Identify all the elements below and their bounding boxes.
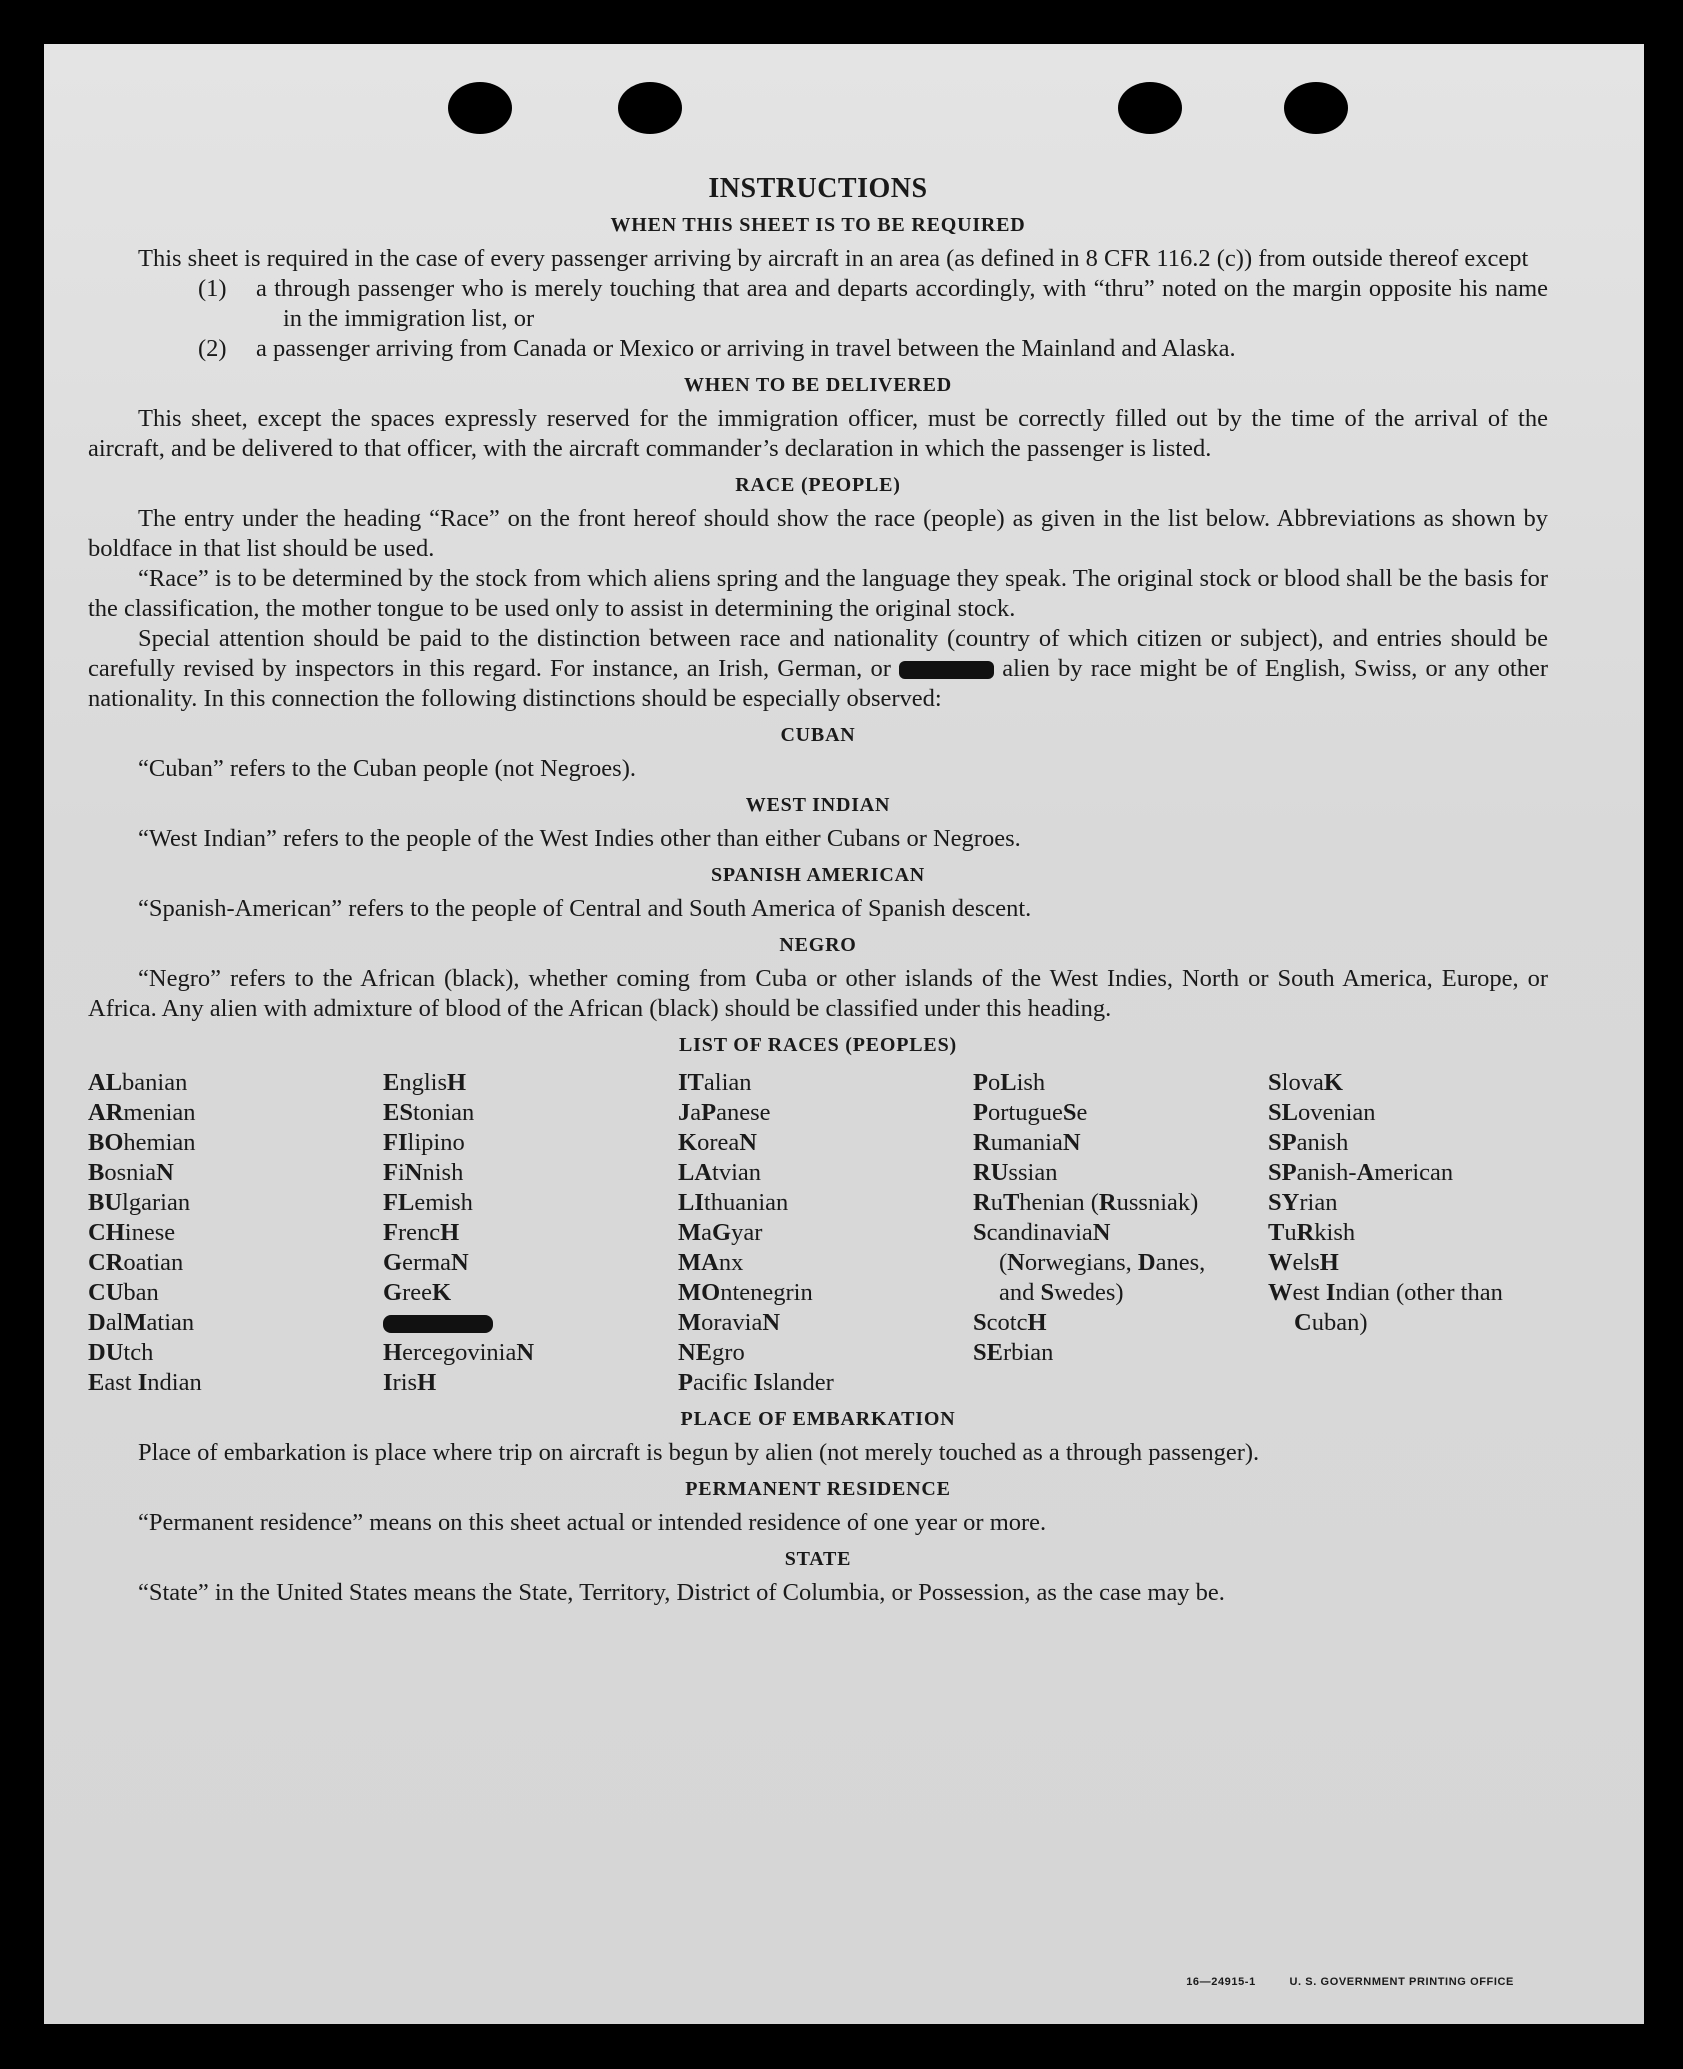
race-entry: SPanish: [1268, 1129, 1349, 1156]
race-entry: RuThenian (Russniak): [973, 1189, 1199, 1216]
race-entry: ITalian: [678, 1069, 752, 1096]
race-entry: BUlgarian: [88, 1189, 191, 1216]
race-entry: East Indian: [88, 1369, 202, 1396]
race-entry: MoraviaN: [678, 1309, 781, 1336]
race-entry: Pacific Islander: [678, 1369, 834, 1396]
race-entry: LIthuanian: [678, 1189, 789, 1216]
race-column: [88, 1068, 358, 1398]
race-entry: BOhemian: [88, 1129, 196, 1156]
residence-text: “Permanent residence” means on this sheet actual or intended residence of one year or more.: [138, 1509, 1047, 1536]
race-entry: ARmenian: [88, 1099, 196, 1126]
race-entry: GermaN: [383, 1249, 469, 1276]
race-entry: SLovenian: [1268, 1099, 1376, 1126]
race-entry: West Indian (other than Cuban): [1268, 1279, 1503, 1336]
heading-negro: NEGRO: [779, 934, 857, 956]
race-entry: PortugueSe: [973, 1099, 1088, 1126]
race-entry: SlovaK: [1268, 1069, 1343, 1096]
race-entry: FiNnish: [383, 1159, 464, 1186]
west-indian-text: “West Indian” refers to the people of the West Indies other than either Cubans or Negroes.: [138, 825, 1021, 852]
race-entry: KoreaN: [678, 1129, 757, 1156]
document-page: [44, 44, 1644, 2024]
negro-text: “Negro” refers to the African (black), whether coming from Cuba or other islands of the West Indies, North or South America, Europe, or Africa. Any alien with admixture of blood of the African (black) should be classified under this heading.: [88, 965, 1548, 1022]
heading-permanent-residence: PERMANENT RESIDENCE: [685, 1478, 951, 1500]
race-paragraph-3: Special attention should be paid to the distinction between race and nationality (country of which citizen or subject), and entries should be carefully revised by inspectors in this regard. For instance, an Irish, German, or alien by race might be of English, Swiss, or any other nationality. In this connection the following distinctions should be especially observed:: [88, 625, 1549, 712]
race-entry: IrisH: [383, 1369, 437, 1396]
race-list: [88, 1068, 1548, 1398]
race-entry: FLemish: [383, 1189, 473, 1216]
race-entry: BosniaN: [88, 1159, 174, 1186]
race-entry: RumaniaN: [973, 1129, 1081, 1156]
race-entry: CHinese: [88, 1219, 176, 1246]
race-entry: HercegoviniaN: [383, 1339, 535, 1366]
punch-hole: [618, 82, 682, 134]
heading-cuban: CUBAN: [780, 724, 856, 746]
race-entry: TuRkish: [1268, 1219, 1356, 1246]
race-entry: ScotcH: [973, 1309, 1047, 1336]
state-text: “State” in the United States means the State, Territory, District of Columbia, or Possession, as the case may be.: [138, 1579, 1225, 1606]
race-entry: [383, 1308, 653, 1338]
form-number: 16—24915-1: [1186, 1976, 1256, 1988]
embarkation-text: Place of embarkation is place where trip on aircraft is begun by alien (not merely touched as a through passenger).: [138, 1439, 1260, 1466]
race-entry: PoLish: [973, 1069, 1046, 1096]
punch-hole: [1118, 82, 1182, 134]
race-entry: CUban: [88, 1279, 159, 1306]
race-entry: LAtvian: [678, 1159, 762, 1186]
race-entry: MAnx: [678, 1249, 744, 1276]
page-title: INSTRUCTIONS: [708, 173, 928, 204]
race-entry: CRoatian: [88, 1249, 184, 1276]
instructions-content: [88, 174, 1548, 1608]
heading-list-of-races: LIST OF RACES (PEOPLES): [679, 1034, 957, 1056]
cuban-text: “Cuban” refers to the Cuban people (not Negroes).: [138, 755, 636, 782]
race-entry: GreeK: [383, 1279, 452, 1306]
printer-imprint: U. S. GOVERNMENT PRINTING OFFICE: [1289, 1976, 1514, 1988]
race-entry: EStonian: [383, 1099, 475, 1126]
punch-hole: [1284, 82, 1348, 134]
race-entry: SErbian: [973, 1339, 1054, 1366]
race-entry: FrencH: [383, 1219, 460, 1246]
race-entry: SPanish-American: [1268, 1159, 1454, 1186]
race-entry: EnglisH: [383, 1069, 467, 1096]
race-entry: ScandinaviaN (Norwegians, Danes, and Swedes): [973, 1219, 1206, 1306]
spanish-american-text: “Spanish-American” refers to the people of Central and South America of Spanish descent.: [138, 895, 1032, 922]
heading-embarkation: PLACE OF EMBARKATION: [680, 1408, 956, 1430]
race-entry: MaGyar: [678, 1219, 763, 1246]
heading-state: STATE: [784, 1548, 852, 1570]
race-entry: DalMatian: [88, 1309, 195, 1336]
race-column: [973, 1068, 1243, 1398]
race-entry: DUtch: [88, 1339, 154, 1366]
redaction-mark: [899, 661, 994, 679]
race-entry: WelsH: [1268, 1249, 1339, 1276]
race-column: [383, 1068, 653, 1398]
redaction-mark: [383, 1315, 493, 1333]
race-entry: ALbanian: [88, 1069, 188, 1096]
exception-item-2: (2) a passenger arriving from Canada or Mexico or arriving in travel between the Mainland and Alaska.: [198, 335, 1236, 362]
race-column: [1268, 1068, 1538, 1398]
race-entry: SYrian: [1268, 1189, 1338, 1216]
heading-spanish-american: SPANISH AMERICAN: [710, 864, 926, 886]
heading-race: RACE (PEOPLE): [735, 474, 901, 496]
required-intro: This sheet is required in the case of every passenger arriving by aircraft in an area (as defined in 8 CFR 116.2 (c)) from outside thereof except: [138, 245, 1529, 272]
race-entry: MOntenegrin: [678, 1279, 813, 1306]
punch-hole: [448, 82, 512, 134]
race-entry: JaPanese: [678, 1099, 771, 1126]
heading-west-indian: WEST INDIAN: [745, 794, 891, 816]
form-footer: [1156, 1976, 1514, 1988]
heading-required: WHEN THIS SHEET IS TO BE REQUIRED: [610, 214, 1026, 236]
race-column: [678, 1068, 948, 1398]
race-paragraph-2: “Race” is to be determined by the stock from which aliens spring and the language they speak. The original stock or blood shall be the basis for the classification, the mother tongue to be used only to assist in determining the original stock.: [88, 565, 1548, 622]
race-paragraph-1: The entry under the heading “Race” on the front hereof should show the race (people) as given in the list below. Abbreviations as shown by boldface in that list should be used.: [88, 505, 1548, 562]
race-entry: RUssian: [973, 1159, 1058, 1186]
race-entry: NEgro: [678, 1339, 745, 1366]
delivered-text: This sheet, except the spaces expressly reserved for the immigration officer, must be correctly filled out by the time of the arrival of the aircraft, and be delivered to that officer, with the aircraft commander’s declaration in which the passenger is listed.: [88, 405, 1548, 462]
exception-item-1: (1) a through passenger who is merely touching that area and departs accordingly, with “thru” noted on the margin opposite his name in the immigration list, or: [198, 275, 1548, 332]
heading-delivered: WHEN TO BE DELIVERED: [683, 374, 953, 396]
race-entry: FIlipino: [383, 1129, 465, 1156]
